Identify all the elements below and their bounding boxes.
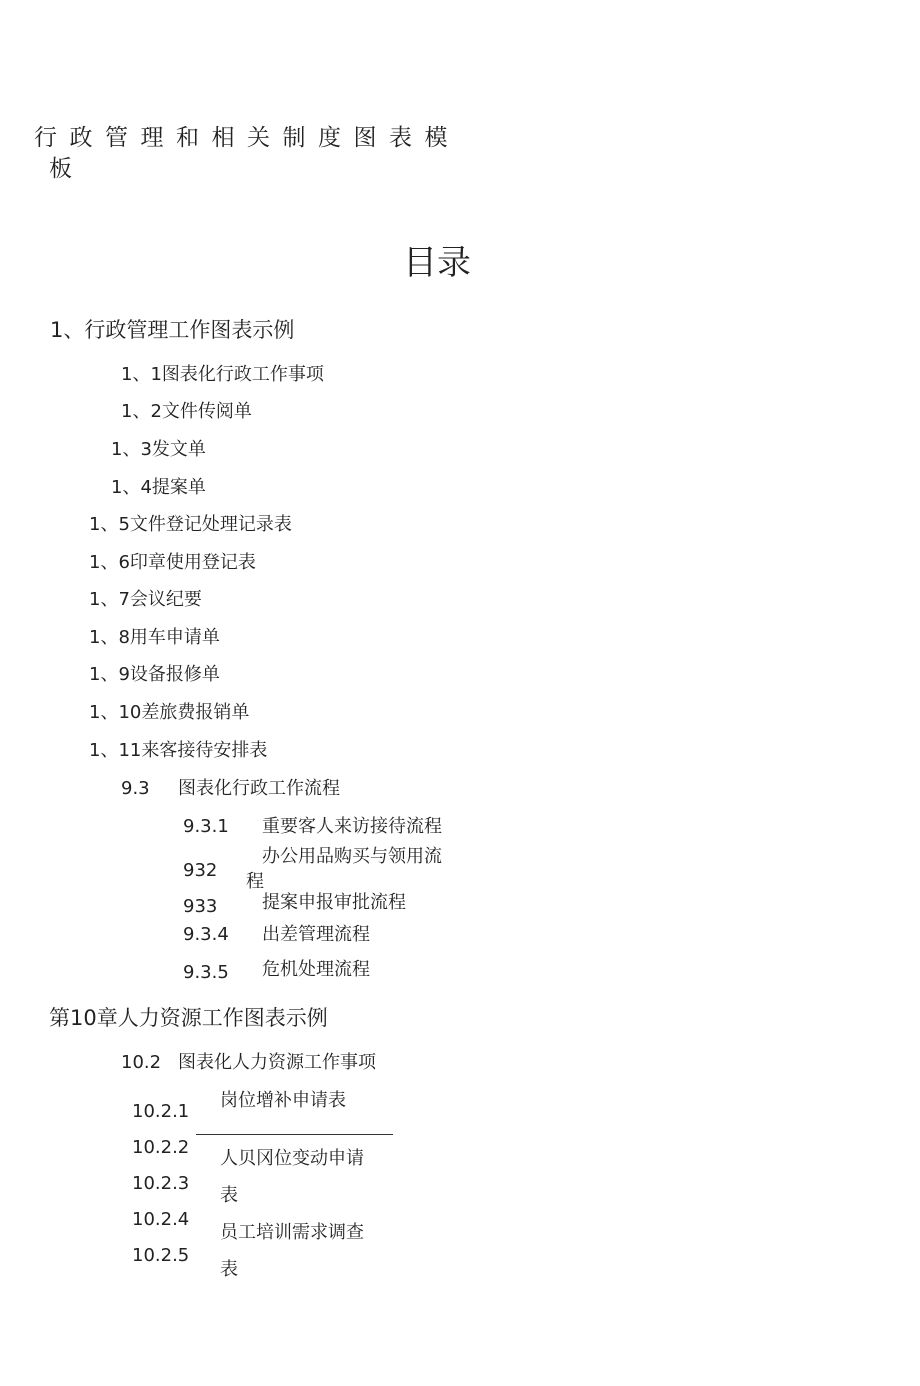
toc-item-10-2-5-number: 10.2.5 [132,1245,190,1266]
document-title-line1: 行政管理和相关制度图表模 [34,125,460,151]
toc-item-10-2-4-number: 10.2.4 [132,1209,190,1230]
toc-item-1-9: 1、9设备报修单 [89,664,220,685]
toc-item-9-3-1-label: 重要客人来访接待流程 [262,816,442,837]
toc-item-1-8: 1、8用车申请单 [89,627,220,648]
toc-item-9-3-2-number: 932 [183,860,218,881]
toc-item-1-5: 1、5文件登记处理记录表 [89,514,292,535]
chapter-1-heading: 1、行政管理工作图表示例 [50,318,295,342]
toc-item-10-2-3-number: 10.2.3 [132,1173,190,1194]
toc-item-9-3-4-label: 出差管理流程 [262,924,370,945]
toc-item-9-3-1-number: 9.3.1 [183,816,229,837]
section-10-2-number: 10.2 [121,1052,162,1073]
toc-item-9-3-3-label: 提案申报审批流程 [262,892,406,913]
document-title-line2: 板 [49,156,85,182]
section-10-2-label: 图表化人力资源工作事项 [178,1052,376,1073]
toc-item-1-11: 1、11来客接待安排表 [89,740,268,761]
toc-item-10-2-2-number: 10.2.2 [132,1137,190,1158]
toc-item-9-3-4-number: 9.3.4 [183,924,229,945]
toc-item-1-4: 1、4提案单 [111,477,206,498]
toc-item-9-3-2-overflow-char: 程 [246,871,264,892]
toc-item-10-2-1-number: 10.2.1 [132,1101,190,1122]
toc-item-1-2: 1、2文件传阅单 [121,401,252,422]
toc-item-1-10: 1、10差旅费报销单 [89,702,250,723]
toc-item-1-1: 1、1图表化行政工作事项 [121,364,324,385]
toc-item-10-2-label-line4: 员工培训需求调查 [220,1222,364,1243]
toc-item-9-3-3-number: 933 [183,896,218,917]
horizontal-rule [196,1134,393,1135]
toc-item-10-2-label-line5: 表 [220,1259,238,1280]
chapter-10-heading: 第10章人力资源工作图表示例 [49,1006,328,1030]
toc-item-9-3-5-number: 9.3.5 [183,962,229,983]
toc-item-9-3-2-overflow [246,871,268,892]
toc-item-9-3-5-label: 危机处理流程 [262,959,370,980]
toc-item-9-3-2-label: 办公用品购买与领用流 [262,846,442,867]
toc-item-10-2-label-line1: 岗位增补申请表 [220,1090,346,1111]
toc-item-10-2-label-line3: 表 [220,1185,238,1206]
section-9-3-label: 图表化行政工作流程 [178,778,340,799]
toc-item-1-3: 1、3发文单 [111,439,206,460]
toc-item-1-6: 1、6印章使用登记表 [89,552,256,573]
toc-item-10-2-label-line2: 人贝冈位变动申请 [220,1148,364,1169]
toc-heading: 目录 [403,243,471,283]
section-9-3-number: 9.3 [121,778,150,799]
toc-item-1-7: 1、7会议纪要 [89,589,202,610]
